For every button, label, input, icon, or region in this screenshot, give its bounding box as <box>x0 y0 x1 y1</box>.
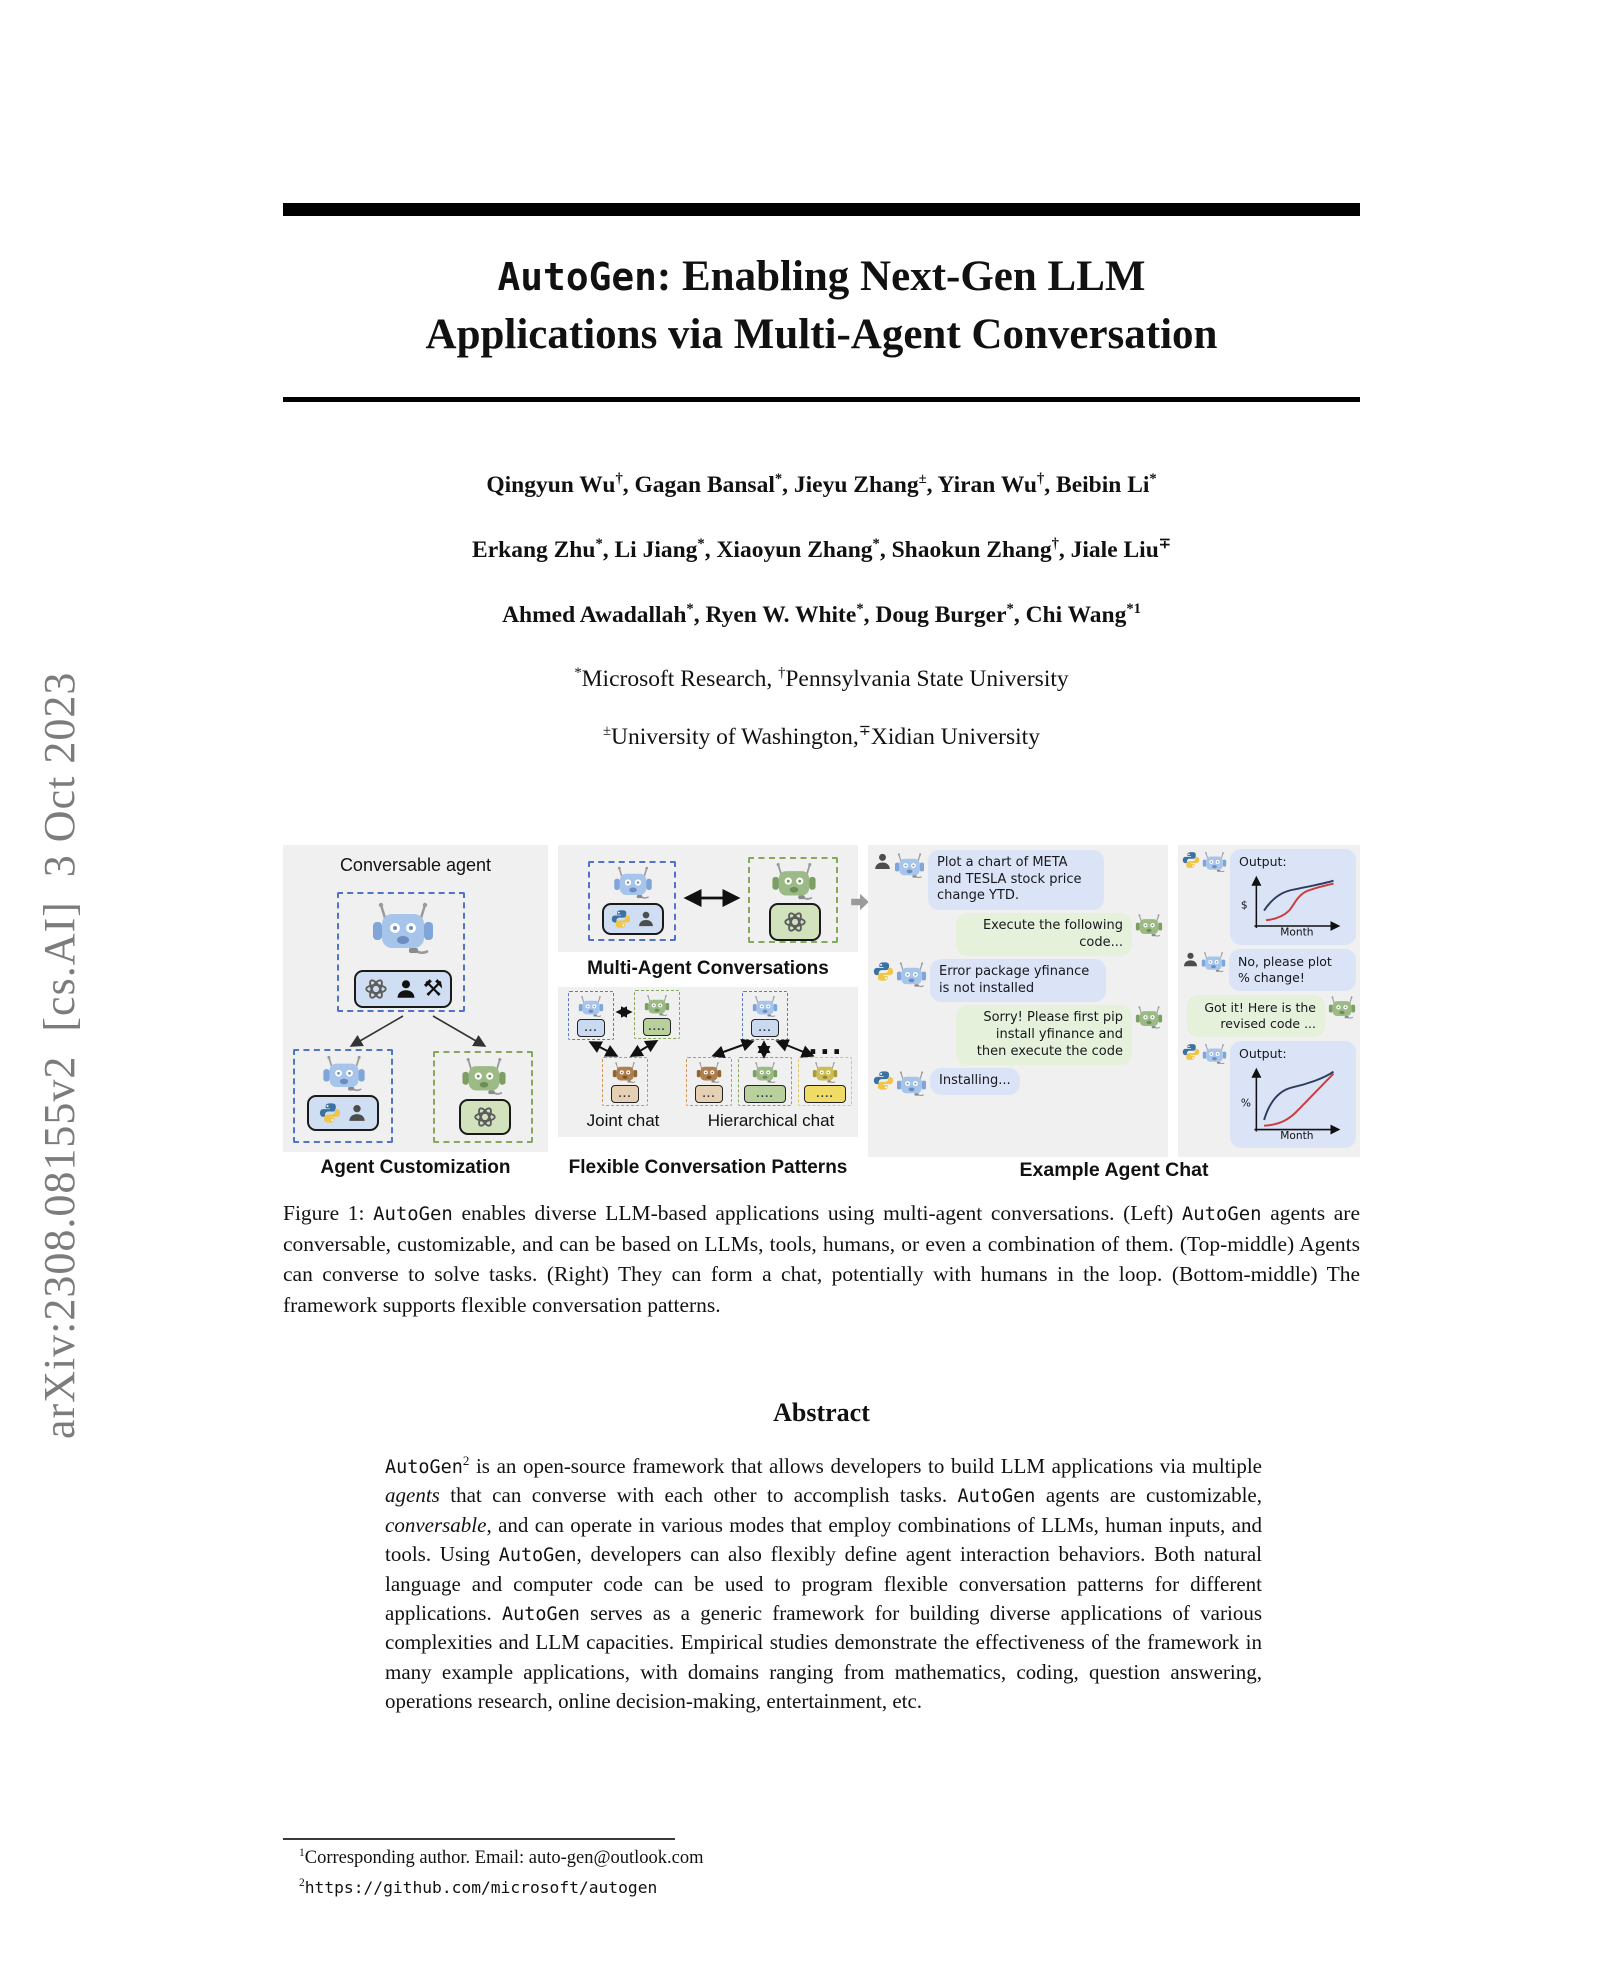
chat-bubble: Got it! Here is the revised code ... <box>1187 995 1325 1037</box>
output-label: Output: <box>1239 1045 1287 1061</box>
conversable-agent-box <box>337 892 465 1012</box>
footnote-github-link[interactable]: $^2$https://github.com/microsoft/autogen <box>299 1876 658 1897</box>
flexible-patterns-caption: Flexible Conversation Patterns <box>568 1157 848 1178</box>
example-chat-panel <box>868 845 1168 1157</box>
authors-line-3: Ahmed Awadallah*, Ryen W. White*, Doug Burger*, Chi Wang$^{*1}$ <box>502 601 1141 628</box>
more-patterns-ellipsis: ... <box>808 1031 844 1061</box>
mini-chat-box: ... <box>695 1085 723 1103</box>
svg-text:%: % <box>1240 1097 1252 1110</box>
paper-title <box>283 248 1360 364</box>
agent-backend-box <box>354 970 452 1008</box>
title-rule <box>283 397 1360 402</box>
robot-blue-icon <box>371 900 435 956</box>
output-label: Output: <box>1239 854 1287 869</box>
robot-blue-icon <box>322 1054 366 1093</box>
python-human-backend-box <box>602 903 664 935</box>
abstract-heading: Abstract <box>773 1398 870 1427</box>
affiliations-line-1: *Microsoft Research, †Pennsylvania State University <box>574 665 1069 692</box>
percent-change-chart <box>1239 1064 1347 1139</box>
title-line-2: Applications via Multi-Agent Conversation <box>425 311 1218 359</box>
robot-green-icon <box>461 1056 507 1096</box>
llm-backend-box <box>459 1099 511 1135</box>
python-icon <box>873 1070 894 1091</box>
mini-chat-box: ... <box>577 1019 605 1037</box>
authors-line-2: Erkang Zhu*, Li Jiang*, Xiaoyun Zhang*, Shaokun Zhang†, Jiale Liu∓ <box>472 536 1171 563</box>
robot-blue-icon <box>1201 951 1226 973</box>
python-icon <box>1182 1043 1200 1061</box>
human-icon <box>395 978 417 1000</box>
agent-customization-panel <box>283 845 548 1152</box>
footnote-corresponding-author[interactable]: $^1$Corresponding author. Email: auto-gen@outlook.com <box>299 1846 704 1868</box>
chat-bubble: Installing... <box>930 1068 1020 1095</box>
robot-blue-icon <box>1202 851 1227 873</box>
output-bubble <box>1230 849 1356 945</box>
robot-blue-icon <box>896 961 927 988</box>
chat-message <box>873 850 1163 910</box>
openai-llm-icon <box>782 909 808 935</box>
mini-chat-box: .... <box>744 1085 786 1103</box>
python-icon <box>319 1102 341 1124</box>
chat-message <box>1182 949 1356 991</box>
chat-bubble: Plot a chart of META and TESLA stock price change YTD. <box>928 850 1104 910</box>
openai-llm-icon <box>472 1104 498 1130</box>
chat-message <box>1182 849 1356 945</box>
chat-bubble: Sorry! Please first pip install yfinance and then execute the code <box>956 1005 1132 1065</box>
svg-text:Month: Month <box>1280 1129 1314 1139</box>
conversable-agent-label: Conversable agent <box>339 855 492 875</box>
agent-customization-caption: Agent Customization <box>320 1157 511 1178</box>
figure-1-caption: Figure 1: AutoGen enables diverse LLM-based applications using multi-agent conversations. (Left) AutoGen agents are conversable, customizable, and can be based on LLMs, tools, humans, or even a combination of them. (Top-middle) Agents can converse to solve tasks. (Right) They can form a chat, potentially with humans in the loop. (Bottom-middle) The framework supports flexible conversation patterns. <box>283 1201 1360 1317</box>
abstract-body: AutoGen$^2$ is an open-source framework that allows developers to build LLM applications via multiple agents that can converse with each other to accomplish tasks. AutoGen agents are customizable, conversable, and can operate in various modes that employ combinations of LLMs, human inputs, and tools. Using AutoGen, developers can also flexibly define agent interaction behaviors. Both natural language and computer code can be used to program flexible conversation patterns for different applications. AutoGen serves as a generic framework for building diverse applications of various complexities and LLM capacities. Empirical studies demonstrate the effectiveness of the framework in many example applications, with domains ranging from mathematics, coding, question answering, operations research, online decision-making, entertainment, etc. <box>385 1453 1263 1714</box>
robot-green-icon <box>1135 913 1163 938</box>
chat-message <box>873 1068 1163 1097</box>
arxiv-sidebar-label: arXiv:2308.08155v2 [cs.AI] 3 Oct 2023 <box>35 671 84 1439</box>
mini-chat-box: .... <box>643 1018 671 1036</box>
svg-text:$: $ <box>1240 899 1248 912</box>
robot-green-icon <box>771 861 817 901</box>
chat-message <box>1182 995 1356 1037</box>
custom-agent-green-box <box>433 1051 533 1143</box>
chat-message <box>873 913 1163 956</box>
person-icon <box>873 852 892 871</box>
chat-message <box>873 1005 1163 1065</box>
python-icon <box>611 909 631 929</box>
chat-bubble: No, please plot % change! <box>1229 949 1356 991</box>
custom-agent-blue-box <box>293 1049 393 1143</box>
customization-arrows <box>283 1013 548 1049</box>
example-agent-chat-caption: Example Agent Chat <box>1019 1159 1209 1181</box>
openai-llm-icon <box>363 976 389 1002</box>
python-icon <box>1182 851 1200 869</box>
conversation-patterns-panel <box>558 987 858 1137</box>
human-icon <box>637 910 655 928</box>
llm-backend-box <box>769 903 821 941</box>
multi-agent-conversations-panel <box>558 845 858 952</box>
agent-green-box <box>748 857 838 943</box>
tools-icon: ⚒ <box>422 975 444 1002</box>
stock-price-chart <box>1239 872 1347 936</box>
joint-chat-label: Joint chat <box>586 1111 660 1130</box>
robot-green-icon <box>1328 995 1356 1020</box>
mini-chat-box: ... <box>611 1085 639 1103</box>
chat-bubble: Execute the following code... <box>956 913 1132 956</box>
authors-line-1: Qingyun Wu†, Gagan Bansal*, Jieyu Zhang±, Yiran Wu†, Beibin Li* <box>486 471 1157 498</box>
robot-blue-icon <box>613 865 653 900</box>
mini-chat-box: .... <box>804 1085 846 1103</box>
python-human-backend-box <box>307 1095 379 1131</box>
chat-output-panel <box>1178 845 1360 1157</box>
figure-1 <box>283 845 1360 1185</box>
python-icon <box>873 961 894 982</box>
robot-blue-icon <box>896 1070 927 1097</box>
chat-bubble: Error package yfinance is not installed <box>930 959 1106 1002</box>
robot-green-icon <box>1135 1005 1163 1030</box>
robot-blue-icon <box>1202 1043 1227 1065</box>
affiliations-line-2: ±University of Washington,∓Xidian University <box>603 723 1040 750</box>
two-way-arrow <box>682 891 742 905</box>
output-bubble <box>1230 1041 1356 1148</box>
robot-blue-icon <box>894 852 925 879</box>
person-icon <box>1182 951 1199 968</box>
title-line-1: AutoGen: Enabling Next-Gen LLM <box>497 253 1146 300</box>
multi-agent-conversations-label: Multi-Agent Conversations <box>587 958 829 979</box>
svg-text:Month: Month <box>1280 926 1314 936</box>
agent-blue-box <box>588 861 676 941</box>
human-icon <box>347 1103 367 1123</box>
footnote-rule <box>283 1838 675 1840</box>
chat-message <box>873 959 1163 1002</box>
top-rule <box>283 203 1360 216</box>
mini-chat-box: ... <box>751 1019 779 1037</box>
chat-message <box>1182 1041 1356 1148</box>
hierarchical-chat-label: Hierarchical chat <box>707 1111 835 1130</box>
